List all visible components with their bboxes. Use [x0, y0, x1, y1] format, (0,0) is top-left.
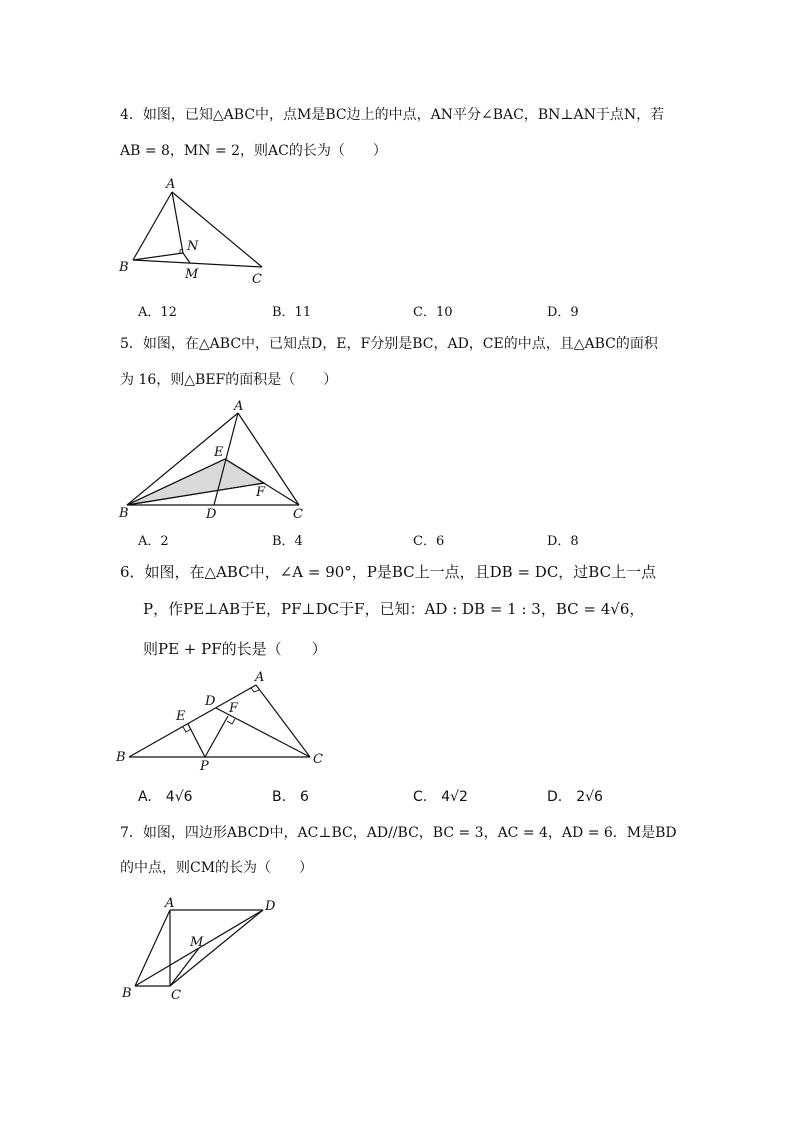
- q4-text-line2: AB = 8，MN = 2，则AC的长为（ ）: [120, 143, 387, 159]
- q5-label-a: A: [234, 399, 244, 414]
- q4-label-m: M: [185, 267, 199, 282]
- q7-text-line2: 的中点，则CM的长为（ ）: [120, 860, 314, 876]
- q5-label-f: F: [256, 485, 266, 500]
- q5-label-b: B: [119, 506, 129, 521]
- q7-label-a: A: [165, 896, 175, 911]
- q5-option-d[interactable]: D．8: [547, 534, 579, 549]
- q4-option-d[interactable]: D．9: [547, 305, 579, 320]
- q5-option-b[interactable]: B．4: [272, 534, 303, 549]
- q6-label-c: C: [313, 752, 323, 767]
- q6-option-d[interactable]: D. 2√6: [547, 789, 603, 805]
- q4-text-line1: 4．如图，已知△ABC中，点M是BC边上的中点，AN平分∠BAC，BN⊥AN于点N，若: [120, 107, 665, 123]
- q7-label-b: B: [122, 986, 132, 1001]
- q6-text-line1: 6．如图，在△ABC中，∠A = 90°，P是BC上一点，且DB = DC，过BC上一点: [120, 563, 657, 581]
- q7-label-m: M: [190, 935, 204, 950]
- q6-option-c[interactable]: C. 4√2: [413, 789, 468, 805]
- q6-label-b: B: [116, 750, 126, 765]
- q6-label-e: E: [176, 709, 186, 724]
- q4-label-n: N: [187, 239, 199, 254]
- q7-label-d: D: [265, 899, 276, 914]
- q4-label-c: C: [252, 272, 262, 287]
- q4-label-b: B: [119, 260, 129, 275]
- q7-label-c: C: [171, 988, 181, 1003]
- q6-option-a[interactable]: A. 4√6: [138, 789, 193, 805]
- q6-label-a: A: [255, 670, 265, 685]
- q7-text-line1: 7．如图，四边形ABCD中，AC⊥BC，AD//BC，BC = 3，AC = 4，AD = 6．M是BD: [120, 825, 677, 841]
- q6-label-p: P: [200, 759, 209, 774]
- q5-label-d: D: [206, 507, 217, 522]
- q5-option-c[interactable]: C．6: [413, 534, 445, 549]
- q6-label-d: D: [205, 694, 216, 709]
- q4-label-a: A: [166, 177, 176, 192]
- q6-label-f: F: [229, 701, 239, 716]
- q5-option-a[interactable]: A．2: [138, 534, 169, 549]
- q5-text-line2: 为 16，则△BEF的面积是（ ）: [120, 372, 338, 388]
- q4-option-b[interactable]: B．11: [272, 305, 312, 320]
- q4-option-c[interactable]: C．10: [413, 305, 453, 320]
- q5-label-e: E: [214, 445, 224, 460]
- q6-text-line3: 则PE + PF的长是（ ）: [143, 640, 327, 658]
- q6-option-b[interactable]: B. 6: [272, 789, 309, 805]
- q4-option-a[interactable]: A．12: [138, 305, 177, 320]
- q5-label-c: C: [293, 507, 303, 522]
- q6-text-line2: P，作PE⊥AB于E，PF⊥DC于F，已知：AD : DB = 1 : 3，BC = 4√6，: [143, 600, 645, 618]
- q5-text-line1: 5．如图，在△ABC中，已知点D，E，F分别是BC，AD，CE的中点，且△ABC的面积: [120, 336, 658, 352]
